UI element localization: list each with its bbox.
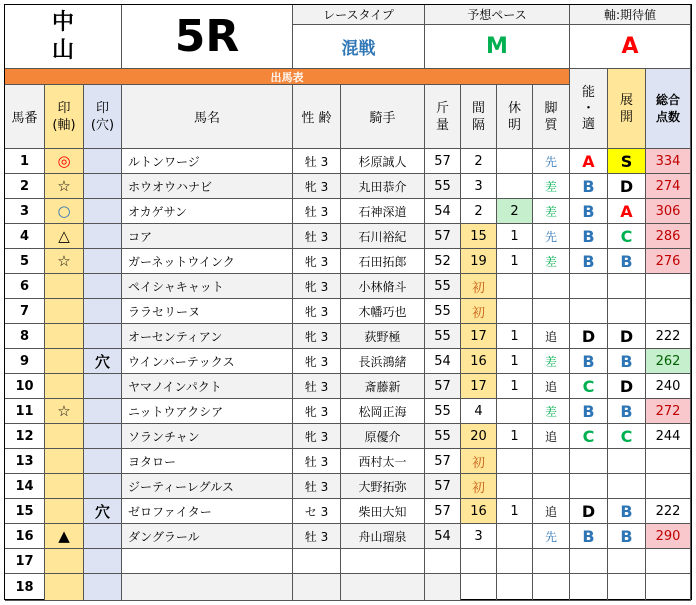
col-develop: 展 開 [608,69,646,149]
race-type-value: 混戦 [293,25,425,69]
horse-name: ウインバーテックス [122,349,293,374]
horse-name: ソランチャン [122,424,293,449]
total-score: 244 [646,424,691,449]
race-type-label: レースタイプ [293,5,425,25]
jiku-mark: ☆ [45,249,84,274]
ability-grade [570,549,608,574]
ability-grade: B [570,174,608,199]
venue-char-2: 山 [51,37,74,63]
ana-mark [84,199,122,224]
ana-mark [84,249,122,274]
weight-cell: 57 [425,149,461,174]
sex-age [293,549,341,574]
interval-cell: 16 [461,499,497,524]
ability-grade: B [570,349,608,374]
jiku-mark: ▲ [45,524,84,549]
total-score: 272 [646,399,691,424]
total-score [646,274,691,299]
ana-mark [84,174,122,199]
horse-name: ジーティーレグルス [122,474,293,499]
jiku-mark: ◎ [45,149,84,174]
interval-cell: 17 [461,374,497,399]
umaban-cell: 11 [5,399,45,424]
style-cell: 追 [533,324,570,349]
weight-cell: 54 [425,199,461,224]
horse-name: ペイシャキャット [122,274,293,299]
ana-mark: 穴 [84,499,122,524]
weight-cell: 55 [425,299,461,324]
jiku-mark [45,324,84,349]
style-cell: 先 [533,524,570,549]
col-umaban: 馬番 [5,85,45,149]
develop-grade: B [608,499,646,524]
umaban-cell: 9 [5,349,45,374]
develop-grade: A [608,199,646,224]
rest-cell: 1 [497,224,533,249]
weight-cell: 57 [425,374,461,399]
jockey-name: 丸田恭介 [341,174,425,199]
sex-age: 牡 3 [293,224,341,249]
jockey-name: 斎藤新 [341,374,425,399]
col-ana: 印 (穴) [84,85,122,149]
interval-cell [461,574,497,601]
style-cell: 追 [533,374,570,399]
rest-cell [497,174,533,199]
style-cell [533,549,570,574]
rest-cell [497,274,533,299]
pace-value: M [425,25,570,69]
jockey-name: 石田拓郎 [341,249,425,274]
horse-name: ダングラール [122,524,293,549]
ability-grade: D [570,324,608,349]
total-score [646,574,691,601]
rest-cell: 1 [497,349,533,374]
col-sex-age: 性 齢 [293,85,341,149]
jockey-name: 原優介 [341,424,425,449]
jiku-mark [45,274,84,299]
style-cell: 差 [533,249,570,274]
ability-grade [570,299,608,324]
style-cell: 差 [533,174,570,199]
umaban-cell: 13 [5,449,45,474]
horse-name: オーセンティアン [122,324,293,349]
develop-grade: S [608,149,646,174]
interval-cell: 2 [461,149,497,174]
horse-name: ホウオウハナビ [122,174,293,199]
interval-cell: 16 [461,349,497,374]
develop-grade: B [608,399,646,424]
ability-grade: B [570,524,608,549]
jiku-mark [45,374,84,399]
total-score [646,299,691,324]
rest-cell: 1 [497,499,533,524]
col-weight: 斤 量 [425,85,461,149]
rest-cell: 1 [497,374,533,399]
style-cell [533,449,570,474]
total-score [646,474,691,499]
horse-name [122,574,293,601]
total-score: 240 [646,374,691,399]
weight-cell: 55 [425,174,461,199]
col-style: 脚 質 [533,85,570,149]
jockey-name: 柴田大知 [341,499,425,524]
ability-grade: B [570,399,608,424]
umaban-cell: 2 [5,174,45,199]
jiku-mark [45,474,84,499]
horse-name: ララセリーヌ [122,299,293,324]
horse-name: ガーネットウインク [122,249,293,274]
develop-grade: B [608,249,646,274]
interval-cell: 初 [461,299,497,324]
sex-age: 牝 3 [293,349,341,374]
jiku-mark: ☆ [45,174,84,199]
jiku-mark [45,424,84,449]
umaban-cell: 6 [5,274,45,299]
jockey-name: 舟山瑠泉 [341,524,425,549]
jockey-name: 荻野極 [341,324,425,349]
total-score: 276 [646,249,691,274]
rest-cell: 1 [497,249,533,274]
interval-cell: 20 [461,424,497,449]
ana-mark [84,274,122,299]
total-score: 262 [646,349,691,374]
ability-grade: D [570,499,608,524]
develop-grade [608,449,646,474]
jockey-name: 杉原誠人 [341,149,425,174]
weight-cell: 52 [425,249,461,274]
interval-cell: 3 [461,524,497,549]
style-cell: 差 [533,349,570,374]
col-total: 総合 点数 [646,69,691,149]
interval-cell: 17 [461,324,497,349]
develop-grade: D [608,174,646,199]
weight-cell: 55 [425,274,461,299]
style-cell: 追 [533,499,570,524]
ana-mark [84,524,122,549]
interval-cell: 3 [461,174,497,199]
style-cell: 追 [533,424,570,449]
sex-age: 牡 3 [293,524,341,549]
ana-mark [84,424,122,449]
ability-grade [570,574,608,601]
axis-expected-value: A [570,25,691,69]
weight-cell: 57 [425,449,461,474]
horse-name [122,549,293,574]
interval-cell: 15 [461,224,497,249]
ability-grade: C [570,424,608,449]
total-score: 286 [646,224,691,249]
horse-name: ルトンワージ [122,149,293,174]
horse-name: ヤマノインパクト [122,374,293,399]
umaban-cell: 18 [5,574,45,601]
jockey-name [341,574,425,601]
total-score: 306 [646,199,691,224]
sex-age: 牡 3 [293,149,341,174]
venue-char-1: 中 [51,9,74,35]
weight-cell: 57 [425,499,461,524]
sex-age: 牝 3 [293,274,341,299]
develop-grade [608,474,646,499]
sex-age: 牡 3 [293,449,341,474]
ana-mark [84,549,122,574]
interval-cell: 初 [461,274,497,299]
rest-cell: 1 [497,424,533,449]
style-cell [533,574,570,601]
jockey-name [341,549,425,574]
jockey-name: 西村太一 [341,449,425,474]
race-card [4,4,692,600]
sex-age: 牡 3 [293,374,341,399]
ana-mark [84,224,122,249]
horse-name: コア [122,224,293,249]
total-score: 274 [646,174,691,199]
style-cell: 差 [533,199,570,224]
col-jockey: 騎手 [341,85,425,149]
develop-grade: B [608,349,646,374]
rest-cell [497,524,533,549]
jiku-mark [45,499,84,524]
umaban-cell: 1 [5,149,45,174]
jiku-mark: ○ [45,199,84,224]
style-cell: 先 [533,149,570,174]
sex-age: 牝 3 [293,324,341,349]
jiku-mark: △ [45,224,84,249]
venue-name [5,5,122,69]
ability-grade: B [570,249,608,274]
develop-grade: D [608,324,646,349]
jiku-mark [45,549,84,574]
horse-name: ヨタロー [122,449,293,474]
umaban-cell: 3 [5,199,45,224]
umaban-cell: 7 [5,299,45,324]
jockey-name: 石神深道 [341,199,425,224]
horse-name: オカゲサン [122,199,293,224]
col-interval: 間 隔 [461,85,497,149]
jiku-mark [45,299,84,324]
sex-age: 牝 3 [293,249,341,274]
weight-cell: 54 [425,349,461,374]
rest-cell [497,474,533,499]
sex-age: 牝 3 [293,299,341,324]
develop-grade [608,549,646,574]
style-cell [533,474,570,499]
pace-label: 予想ペース [425,5,570,25]
total-score [646,549,691,574]
interval-cell: 19 [461,249,497,274]
total-score: 334 [646,149,691,174]
style-cell [533,274,570,299]
ability-grade: C [570,374,608,399]
weight-cell: 55 [425,399,461,424]
umaban-cell: 10 [5,374,45,399]
weight-cell: 57 [425,474,461,499]
interval-cell: 4 [461,399,497,424]
rest-cell [497,449,533,474]
ana-mark [84,399,122,424]
col-ability: 能 ・ 適 [570,69,608,149]
total-score: 222 [646,499,691,524]
umaban-cell: 16 [5,524,45,549]
sex-age: 牝 3 [293,399,341,424]
jockey-name: 石川裕紀 [341,224,425,249]
rest-cell [497,549,533,574]
develop-grade [608,274,646,299]
ability-grade: B [570,224,608,249]
jockey-name: 大野拓弥 [341,474,425,499]
style-cell: 差 [533,399,570,424]
horse-name: ニットウアクシア [122,399,293,424]
jockey-name: 木幡巧也 [341,299,425,324]
develop-grade [608,574,646,601]
develop-grade [608,299,646,324]
umaban-cell: 15 [5,499,45,524]
rest-cell: 1 [497,324,533,349]
ana-mark [84,574,122,601]
ability-grade [570,274,608,299]
develop-grade: B [608,524,646,549]
sex-age: 牡 3 [293,199,341,224]
ana-mark [84,299,122,324]
develop-grade: C [608,224,646,249]
rest-cell [497,399,533,424]
sex-age: セ 3 [293,499,341,524]
ana-mark [84,149,122,174]
umaban-cell: 5 [5,249,45,274]
umaban-cell: 14 [5,474,45,499]
sex-age: 牝 3 [293,424,341,449]
ana-mark [84,474,122,499]
weight-cell: 54 [425,524,461,549]
umaban-cell: 12 [5,424,45,449]
ability-grade: B [570,199,608,224]
total-score: 222 [646,324,691,349]
rest-cell [497,149,533,174]
develop-grade: C [608,424,646,449]
jockey-name: 小林脩斗 [341,274,425,299]
weight-cell: 55 [425,324,461,349]
ability-grade: A [570,149,608,174]
table-title: 出馬表 [5,69,570,85]
umaban-cell: 4 [5,224,45,249]
interval-cell: 初 [461,449,497,474]
weight-cell [425,549,461,574]
style-cell [533,299,570,324]
sex-age: 牝 3 [293,174,341,199]
col-name: 馬名 [122,85,293,149]
total-score: 290 [646,524,691,549]
weight-cell: 57 [425,224,461,249]
interval-cell [461,549,497,574]
horse-name: ゼロファイター [122,499,293,524]
col-jiku: 印 (軸) [45,85,84,149]
rest-cell [497,574,533,601]
ana-mark: 穴 [84,349,122,374]
develop-grade: D [608,374,646,399]
ability-grade [570,474,608,499]
ability-grade [570,449,608,474]
umaban-cell: 17 [5,549,45,574]
jockey-name: 長浜鴻緒 [341,349,425,374]
weight-cell [425,574,461,601]
sex-age: 牡 3 [293,474,341,499]
jiku-mark: ☆ [45,399,84,424]
jiku-mark [45,449,84,474]
weight-cell: 55 [425,424,461,449]
jiku-mark [45,574,84,601]
ana-mark [84,324,122,349]
sex-age [293,574,341,601]
total-score [646,449,691,474]
axis-expected-label: 軸:期待値 [570,5,691,25]
ana-mark [84,374,122,399]
jiku-mark [45,349,84,374]
style-cell: 先 [533,224,570,249]
interval-cell: 2 [461,199,497,224]
rest-cell: 2 [497,199,533,224]
rest-cell [497,299,533,324]
interval-cell: 初 [461,474,497,499]
umaban-cell: 8 [5,324,45,349]
col-rest: 休 明 [497,85,533,149]
jockey-name: 松岡正海 [341,399,425,424]
ana-mark [84,449,122,474]
race-number: 5R [122,5,293,69]
